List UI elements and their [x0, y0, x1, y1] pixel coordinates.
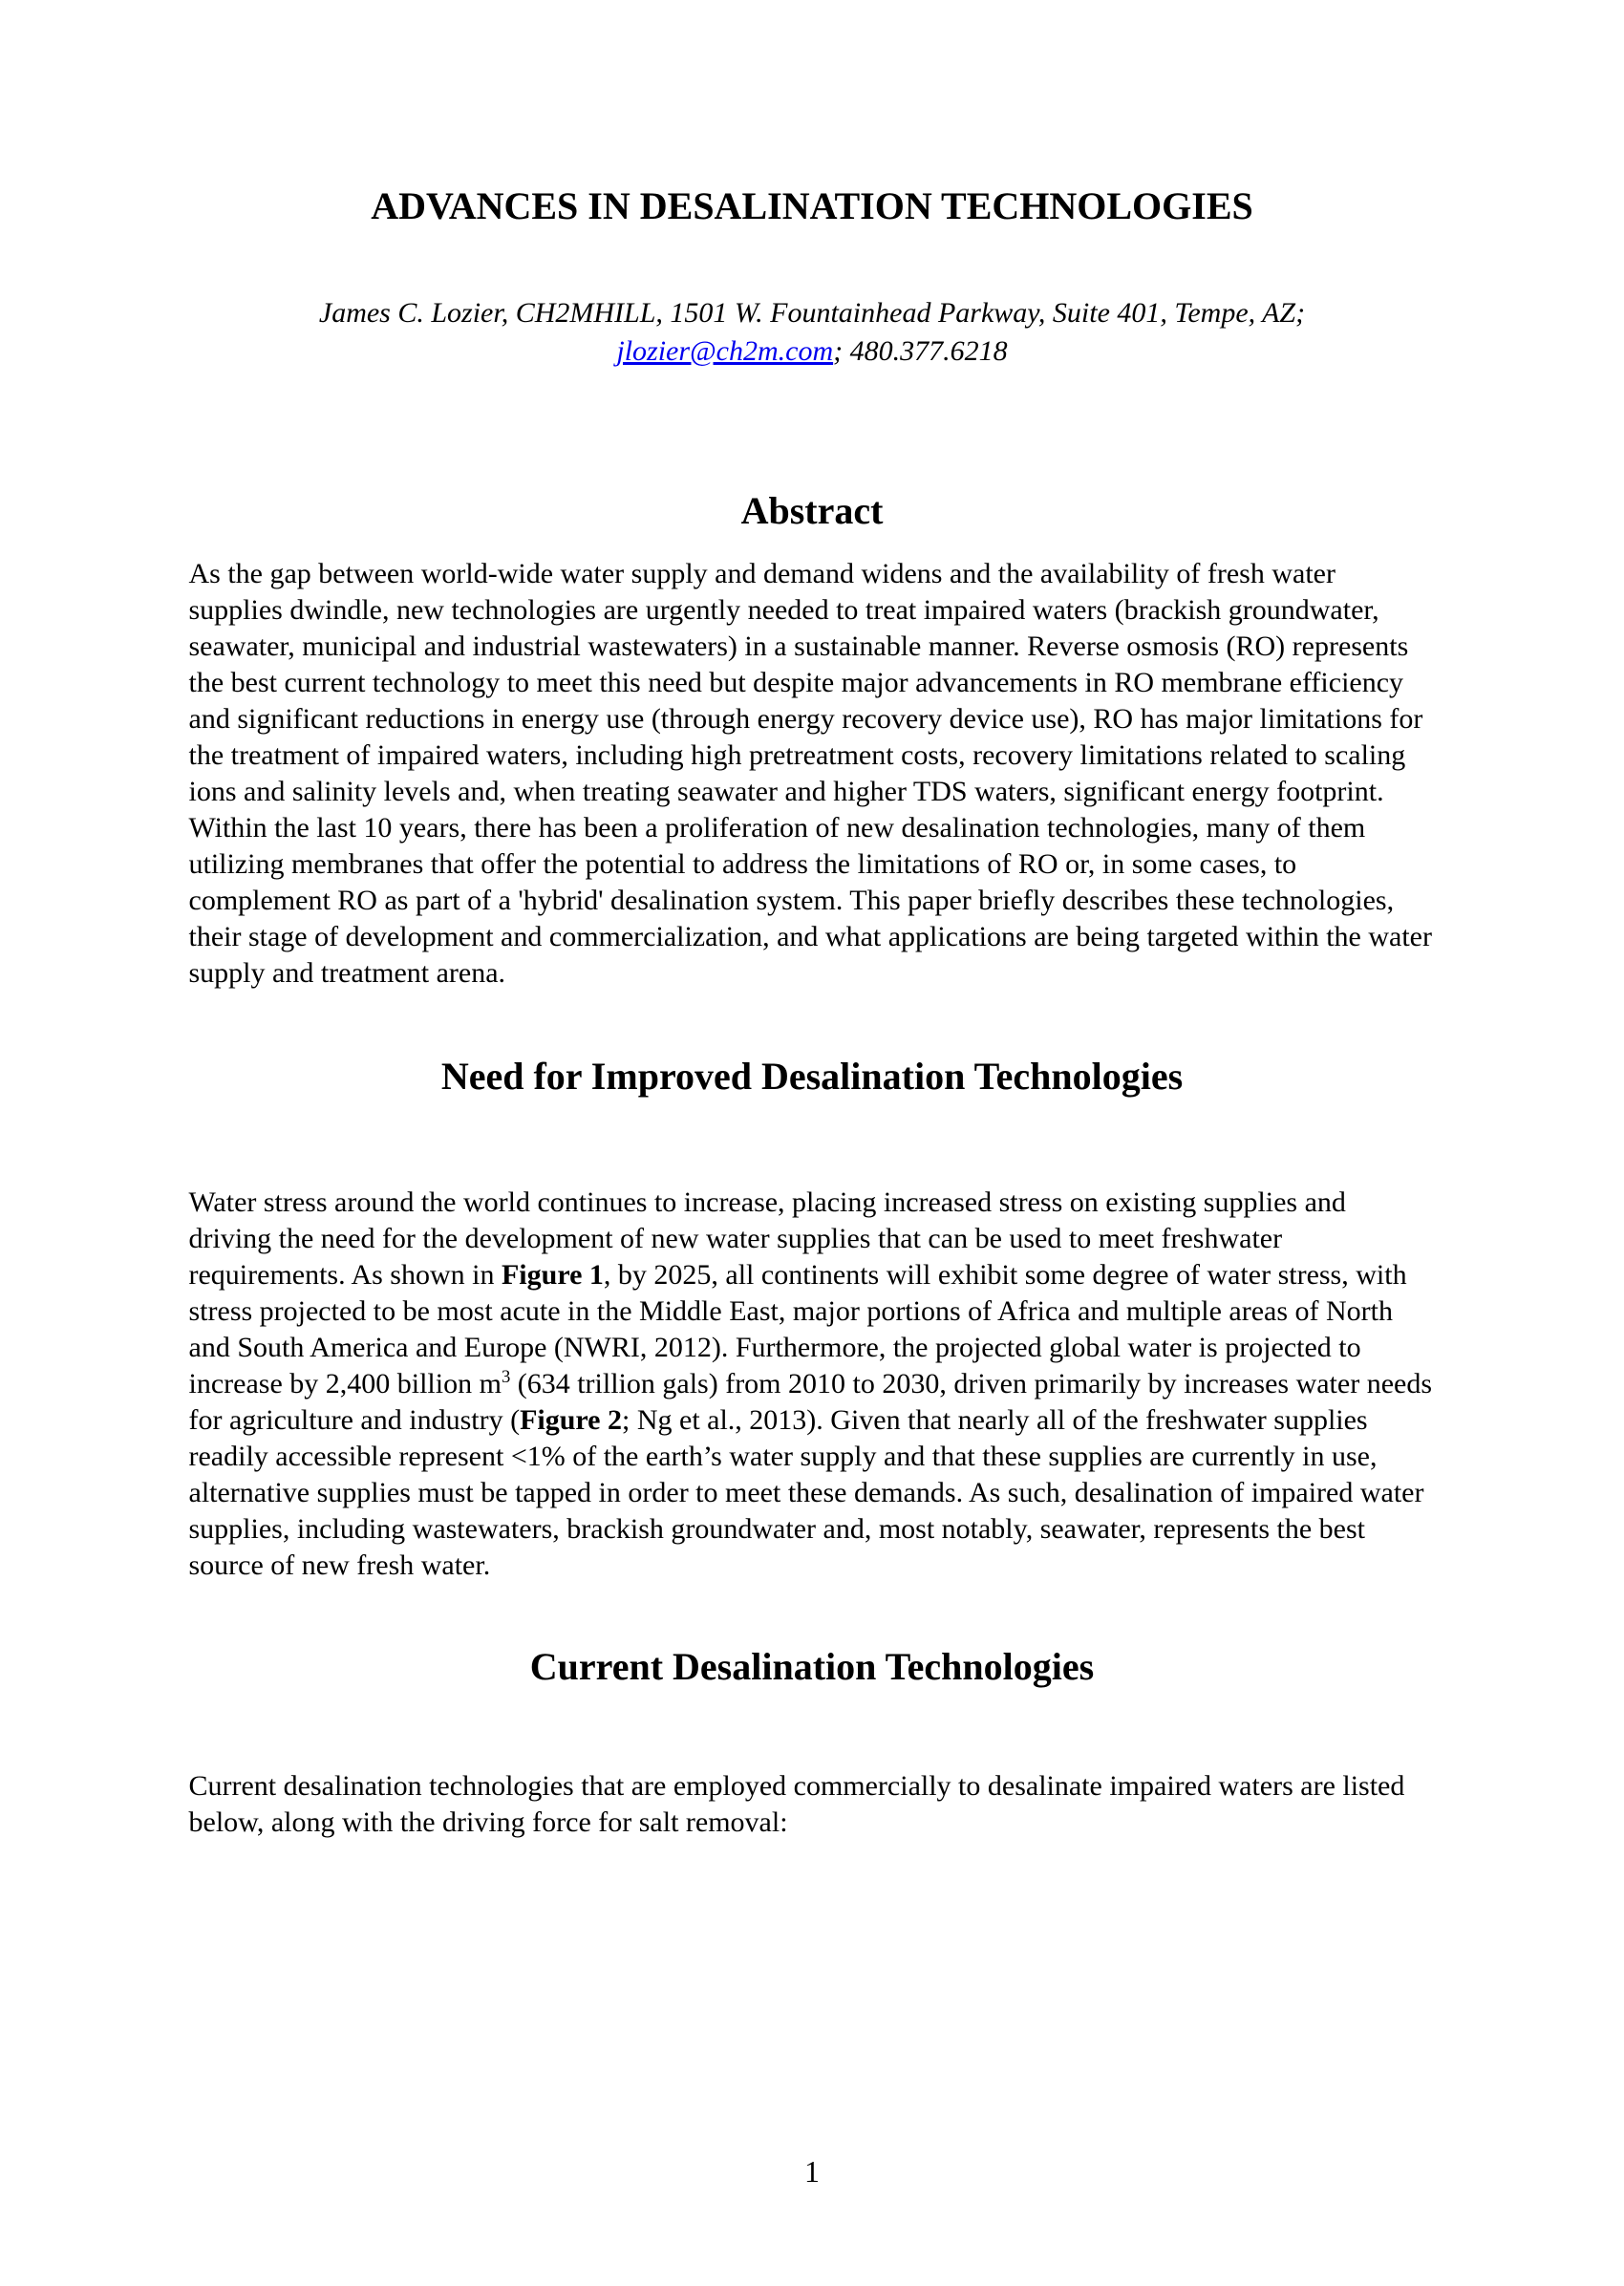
page-number: 1 [804, 2154, 820, 2189]
current-section-heading: Current Desalination Technologies [529, 1645, 1095, 1688]
current-section-paragraph: Current desalination technologies that are employed commercially to desalinate impaired waters are listed below, along with the driving force for salt removal: [188, 1770, 1405, 1838]
author-phone: ; 480.377.6218 [833, 335, 1008, 367]
abstract-paragraph: As the gap between world-wide water supply and demand widens and the availability of fresh water supplies dwindle, new technologies are urgently needed to treat impaired waters (brackish groundwater, seawater, municipal and industrial wastewaters) in a sustainable manner. Reverse osmosis (RO) represents the best current technology to meet this need but despite major advancements in RO membrane efficiency and significant reductions in energy use (through energy recovery device use), RO has major limitations for the treatment of impaired waters, including high pretreatment costs, recovery limitations related to scaling ions and salinity levels and, when treating seawater and higher TDS waters, significant energy footprint. Within the last 10 years, there has been a proliferation of new desalination technologies, many of them utilizing membranes that offer the potential to address the limitations of RO or, in some cases, to complement RO as part of a 'hybrid' desalination system. This paper briefly describes these technologies, their stage of development and commercialization, and what applications are being targeted within the water supply and treatment arena. [188, 558, 1432, 989]
author-affiliation-line: James C. Lozier, CH2MHILL, 1501 W. Fountainhead Parkway, Suite 401, Tempe, AZ; [318, 297, 1306, 329]
abstract-heading: Abstract [740, 489, 884, 532]
author-email-link[interactable]: jlozier@ch2m.com [616, 335, 834, 367]
need-section-heading: Need for Improved Desalination Technologies [440, 1055, 1184, 1098]
author-block [189, 294, 1436, 371]
paper-page [0, 184, 1624, 2286]
page-content [189, 184, 1436, 1841]
paper-title: ADVANCES IN DESALINATION TECHNOLOGIES [371, 184, 1253, 227]
author-contact-line [189, 332, 1436, 371]
need-section-paragraph: Water stress around the world continues to increase, placing increased stress on existing supplies and driving the need for the development of new water supplies that can be used to meet freshwater requirements. As shown in Figure 1, by 2025, all continents will exhibit some degree of water stress, with stress projected to be most acute in the Middle East, major portions of Africa and multiple areas of North and South America and Europe (NWRI, 2012). Furthermore, the projected global water is projected to increase by 2,400 billion $m^3$ (634 trillion gals) from 2010 to 2030, driven primarily by increases water needs for agriculture and industry (Figure 2; Ng et al., 2013). Given that nearly all of the freshwater supplies readily accessible represent <1% of the earth’s water supply and that these supplies are currently in use, alternative supplies must be tapped in order to meet these demands. As such, desalination of impaired water supplies, including wastewaters, brackish groundwater and, most notably, seawater, represents the best source of new fresh water. [188, 1186, 1432, 1581]
